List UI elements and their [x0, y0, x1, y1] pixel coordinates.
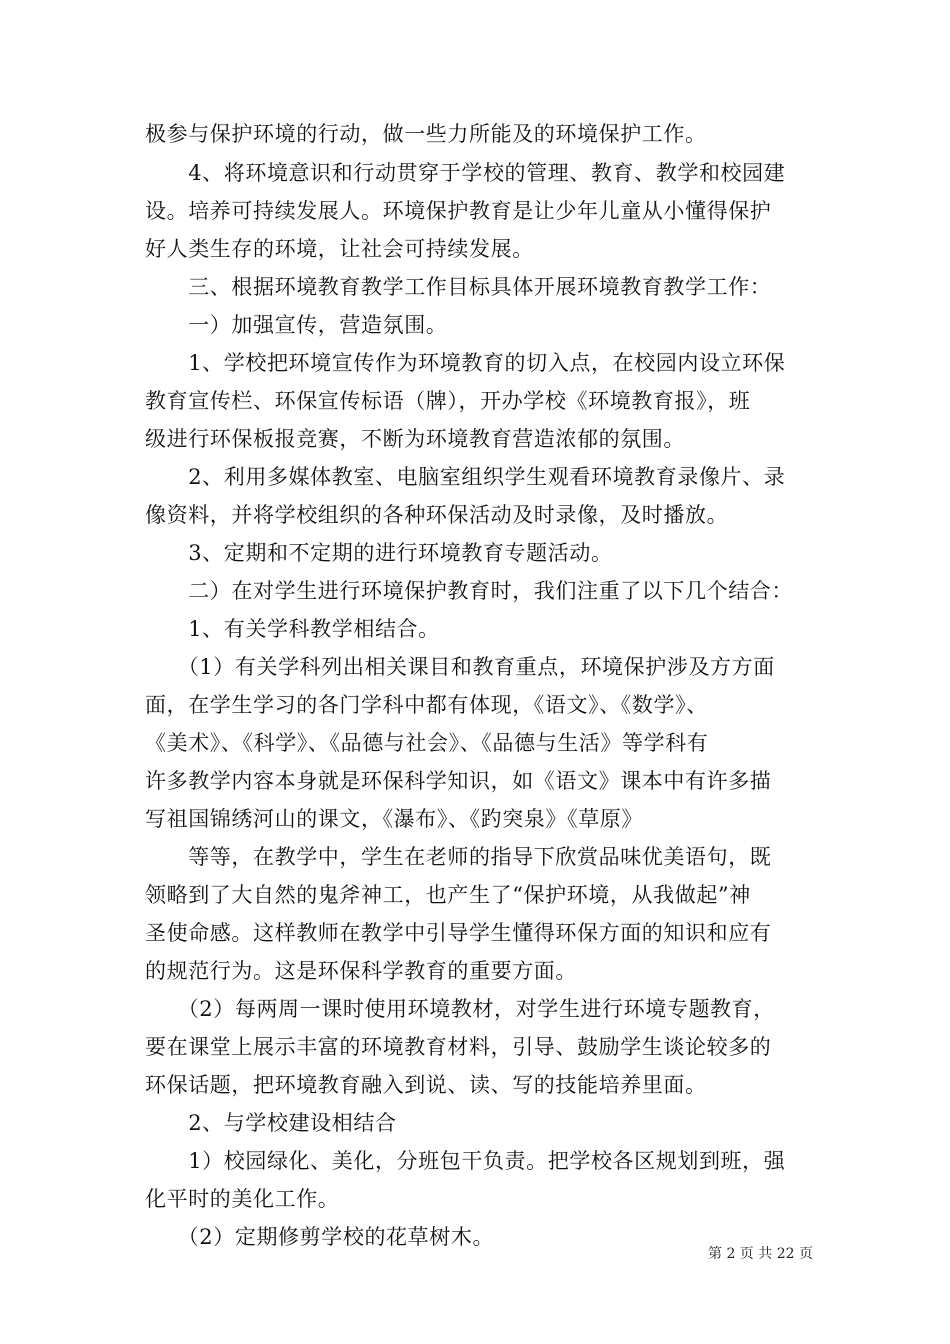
page-number-footer: 第 2 页 共 22 页	[708, 1246, 813, 1262]
text-line: 设。培养可持续发展人。环境保护教育是让少年儿童从小懂得保护	[145, 199, 772, 223]
text-line: 三、根据环境教育教学工作目标具体开展环境教育教学工作：	[145, 275, 772, 299]
text-line: （2）定期修剪学校的花草树木。	[145, 1225, 495, 1249]
text-line: 圣使命感。这样教师在教学中引导学生懂得环保方面的知识和应有	[145, 921, 772, 945]
text-line: 写祖国锦绣河山的课文，《瀑布》、《趵突泉》《草原》	[145, 807, 643, 831]
text-line: 1、学校把环境宣传作为环境教育的切入点，在校园内设立环保	[145, 351, 786, 375]
text-line: 一）加强宣传，营造氛围。	[145, 313, 448, 337]
text-line: 2、利用多媒体教室、电脑室组织学生观看环境教育录像片、录	[145, 465, 786, 489]
text-line: 的规范行为。这是环保科学教育的重要方面。	[145, 959, 577, 983]
text-line: 像资料，并将学校组织的各种环保活动及时录像，及时播放。	[145, 503, 729, 527]
text-line: （1）有关学科列出相关课目和教育重点，环境保护涉及方方面	[145, 655, 775, 679]
text-line: 2、与学校建设相结合	[145, 1111, 397, 1135]
text-line: 极参与保护环境的行动，做一些力所能及的环境保护工作。	[145, 122, 707, 146]
text-line: 要在课堂上展示丰富的环境教育材料，引导、鼓励学生谈论较多的	[145, 1035, 772, 1059]
text-line: 3、定期和不定期的进行环境教育专题活动。	[145, 541, 613, 565]
text-line: 4、将环境意识和行动贯穿于学校的管理、教育、教学和校园建	[145, 161, 786, 185]
text-line: 面，在学生学习的各门学科中都有体现，《语文》、《数学》、	[145, 693, 708, 717]
text-line: 许多教学内容本身就是环保科学知识，如《语文》课本中有许多描	[145, 769, 772, 793]
text-line: 教育宣传栏、环保宣传标语（牌），开办学校《环境教育报》，班	[145, 389, 751, 413]
text-line: 二）在对学生进行环境保护教育时，我们注重了以下几个结合：	[145, 579, 793, 603]
text-line: 好人类生存的环境，让社会可持续发展。	[145, 237, 534, 261]
text-line: 化平时的美化工作。	[145, 1187, 340, 1211]
text-line: 1、有关学科教学相结合。	[145, 617, 440, 641]
text-line: 环保话题，把环境教育融入到说、读、写的技能培养里面。	[145, 1073, 707, 1097]
text-line: 1）校园绿化、美化，分班包干负责。把学校各区规划到班，强	[145, 1149, 786, 1173]
text-line: （2）每两周一课时使用环境教材，对学生进行环境专题教育，	[145, 997, 775, 1021]
text-line: 级进行环保板报竞赛，不断为环境教育营造浓郁的氛围。	[145, 427, 685, 451]
text-line: 《美术》、《科学》、《品德与社会》、《品德与生活》等学科有	[145, 731, 709, 755]
text-line: 领略到了大自然的鬼斧神工，也产生了“保护环境，从我做起”神	[145, 883, 751, 907]
text-line: 等等，在教学中，学生在老师的指导下欣赏品味优美语句，既	[145, 845, 772, 869]
